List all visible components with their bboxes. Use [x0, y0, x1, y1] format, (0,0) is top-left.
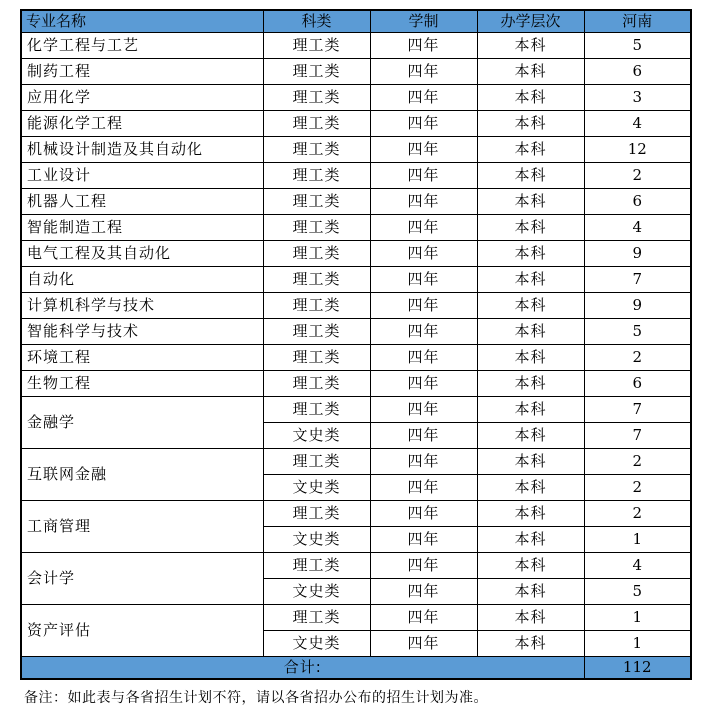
cell-major-name: 制药工程	[21, 59, 263, 85]
cell-level: 本科	[477, 449, 584, 475]
cell-henan-count: 4	[584, 553, 691, 579]
cell-category: 理工类	[263, 215, 370, 241]
cell-duration: 四年	[370, 475, 477, 501]
header-level: 办学层次	[477, 10, 584, 33]
cell-category: 理工类	[263, 33, 370, 59]
table-row	[21, 59, 691, 85]
cell-major-name: 能源化学工程	[21, 111, 263, 137]
cell-henan-count: 2	[584, 449, 691, 475]
cell-category: 理工类	[263, 605, 370, 631]
table-row	[21, 241, 691, 267]
cell-duration: 四年	[370, 553, 477, 579]
table-row	[21, 215, 691, 241]
cell-major-name: 计算机科学与技术	[21, 293, 263, 319]
total-value: 112	[584, 657, 691, 680]
cell-duration: 四年	[370, 215, 477, 241]
cell-level: 本科	[477, 111, 584, 137]
table-body	[21, 33, 691, 657]
cell-henan-count: 6	[584, 189, 691, 215]
cell-category: 文史类	[263, 423, 370, 449]
cell-duration: 四年	[370, 371, 477, 397]
cell-duration: 四年	[370, 397, 477, 423]
cell-category: 理工类	[263, 241, 370, 267]
cell-major-name: 机器人工程	[21, 189, 263, 215]
cell-level: 本科	[477, 241, 584, 267]
cell-major-name: 自动化	[21, 267, 263, 293]
cell-level: 本科	[477, 579, 584, 605]
cell-category: 文史类	[263, 579, 370, 605]
total-label: 合计:	[21, 657, 584, 680]
cell-category: 理工类	[263, 111, 370, 137]
cell-category: 理工类	[263, 293, 370, 319]
table-row	[21, 553, 691, 579]
cell-level: 本科	[477, 605, 584, 631]
table-row	[21, 163, 691, 189]
cell-henan-count: 9	[584, 241, 691, 267]
cell-major-name: 资产评估	[21, 605, 263, 657]
cell-level: 本科	[477, 553, 584, 579]
total-row	[21, 657, 691, 680]
cell-henan-count: 5	[584, 319, 691, 345]
cell-category: 理工类	[263, 397, 370, 423]
header-category: 科类	[263, 10, 370, 33]
cell-category: 文史类	[263, 527, 370, 553]
table-header-row	[21, 10, 691, 33]
table-row	[21, 111, 691, 137]
cell-henan-count: 6	[584, 371, 691, 397]
cell-duration: 四年	[370, 241, 477, 267]
cell-category: 理工类	[263, 449, 370, 475]
cell-henan-count: 6	[584, 59, 691, 85]
cell-henan-count: 4	[584, 111, 691, 137]
cell-level: 本科	[477, 215, 584, 241]
table-row	[21, 605, 691, 631]
table-row	[21, 319, 691, 345]
cell-level: 本科	[477, 397, 584, 423]
cell-henan-count: 7	[584, 423, 691, 449]
table-row	[21, 267, 691, 293]
cell-henan-count: 2	[584, 345, 691, 371]
cell-major-name: 工业设计	[21, 163, 263, 189]
cell-level: 本科	[477, 33, 584, 59]
cell-major-name: 智能科学与技术	[21, 319, 263, 345]
cell-level: 本科	[477, 501, 584, 527]
cell-level: 本科	[477, 319, 584, 345]
cell-henan-count: 9	[584, 293, 691, 319]
cell-duration: 四年	[370, 345, 477, 371]
cell-level: 本科	[477, 267, 584, 293]
table-row	[21, 501, 691, 527]
cell-duration: 四年	[370, 605, 477, 631]
cell-henan-count: 4	[584, 215, 691, 241]
cell-henan-count: 2	[584, 163, 691, 189]
cell-category: 理工类	[263, 267, 370, 293]
cell-henan-count: 5	[584, 579, 691, 605]
cell-level: 本科	[477, 475, 584, 501]
table-row	[21, 137, 691, 163]
cell-major-name: 应用化学	[21, 85, 263, 111]
cell-level: 本科	[477, 293, 584, 319]
cell-level: 本科	[477, 371, 584, 397]
cell-category: 理工类	[263, 371, 370, 397]
cell-level: 本科	[477, 631, 584, 657]
cell-level: 本科	[477, 85, 584, 111]
cell-category: 理工类	[263, 189, 370, 215]
cell-duration: 四年	[370, 33, 477, 59]
cell-level: 本科	[477, 163, 584, 189]
cell-category: 文史类	[263, 631, 370, 657]
cell-major-name: 环境工程	[21, 345, 263, 371]
cell-duration: 四年	[370, 449, 477, 475]
cell-level: 本科	[477, 59, 584, 85]
cell-duration: 四年	[370, 501, 477, 527]
footnote: 备注：如此表与各省招生计划不符，请以各省招办公布的招生计划为准。	[24, 690, 488, 706]
header-duration: 学制	[370, 10, 477, 33]
cell-henan-count: 5	[584, 33, 691, 59]
cell-category: 理工类	[263, 319, 370, 345]
cell-duration: 四年	[370, 85, 477, 111]
header-major-name: 专业名称	[21, 10, 263, 33]
cell-major-name: 工商管理	[21, 501, 263, 553]
cell-henan-count: 1	[584, 527, 691, 553]
cell-level: 本科	[477, 527, 584, 553]
cell-duration: 四年	[370, 267, 477, 293]
cell-duration: 四年	[370, 137, 477, 163]
cell-duration: 四年	[370, 527, 477, 553]
cell-henan-count: 3	[584, 85, 691, 111]
cell-category: 理工类	[263, 137, 370, 163]
table-row	[21, 85, 691, 111]
cell-major-name: 互联网金融	[21, 449, 263, 501]
cell-henan-count: 2	[584, 475, 691, 501]
cell-henan-count: 7	[584, 397, 691, 423]
cell-category: 理工类	[263, 501, 370, 527]
cell-major-name: 智能制造工程	[21, 215, 263, 241]
cell-category: 理工类	[263, 59, 370, 85]
cell-major-name: 生物工程	[21, 371, 263, 397]
table-row	[21, 189, 691, 215]
cell-duration: 四年	[370, 189, 477, 215]
cell-level: 本科	[477, 189, 584, 215]
table-row	[21, 33, 691, 59]
cell-major-name: 化学工程与工艺	[21, 33, 263, 59]
cell-major-name: 会计学	[21, 553, 263, 605]
cell-category: 理工类	[263, 345, 370, 371]
cell-major-name: 金融学	[21, 397, 263, 449]
cell-henan-count: 12	[584, 137, 691, 163]
cell-level: 本科	[477, 137, 584, 163]
cell-duration: 四年	[370, 631, 477, 657]
cell-henan-count: 2	[584, 501, 691, 527]
enrollment-table	[20, 9, 692, 680]
cell-category: 理工类	[263, 163, 370, 189]
cell-duration: 四年	[370, 163, 477, 189]
cell-duration: 四年	[370, 579, 477, 605]
cell-henan-count: 1	[584, 605, 691, 631]
cell-henan-count: 1	[584, 631, 691, 657]
cell-level: 本科	[477, 345, 584, 371]
cell-duration: 四年	[370, 319, 477, 345]
cell-henan-count: 7	[584, 267, 691, 293]
cell-duration: 四年	[370, 423, 477, 449]
table-row	[21, 449, 691, 475]
cell-category: 文史类	[263, 475, 370, 501]
table-row	[21, 397, 691, 423]
cell-major-name: 机械设计制造及其自动化	[21, 137, 263, 163]
cell-category: 理工类	[263, 553, 370, 579]
table-row	[21, 293, 691, 319]
table-row	[21, 371, 691, 397]
cell-duration: 四年	[370, 293, 477, 319]
header-henan: 河南	[584, 10, 691, 33]
enrollment-table-container	[20, 9, 690, 680]
cell-major-name: 电气工程及其自动化	[21, 241, 263, 267]
table-row	[21, 345, 691, 371]
cell-category: 理工类	[263, 85, 370, 111]
cell-duration: 四年	[370, 59, 477, 85]
cell-duration: 四年	[370, 111, 477, 137]
cell-level: 本科	[477, 423, 584, 449]
